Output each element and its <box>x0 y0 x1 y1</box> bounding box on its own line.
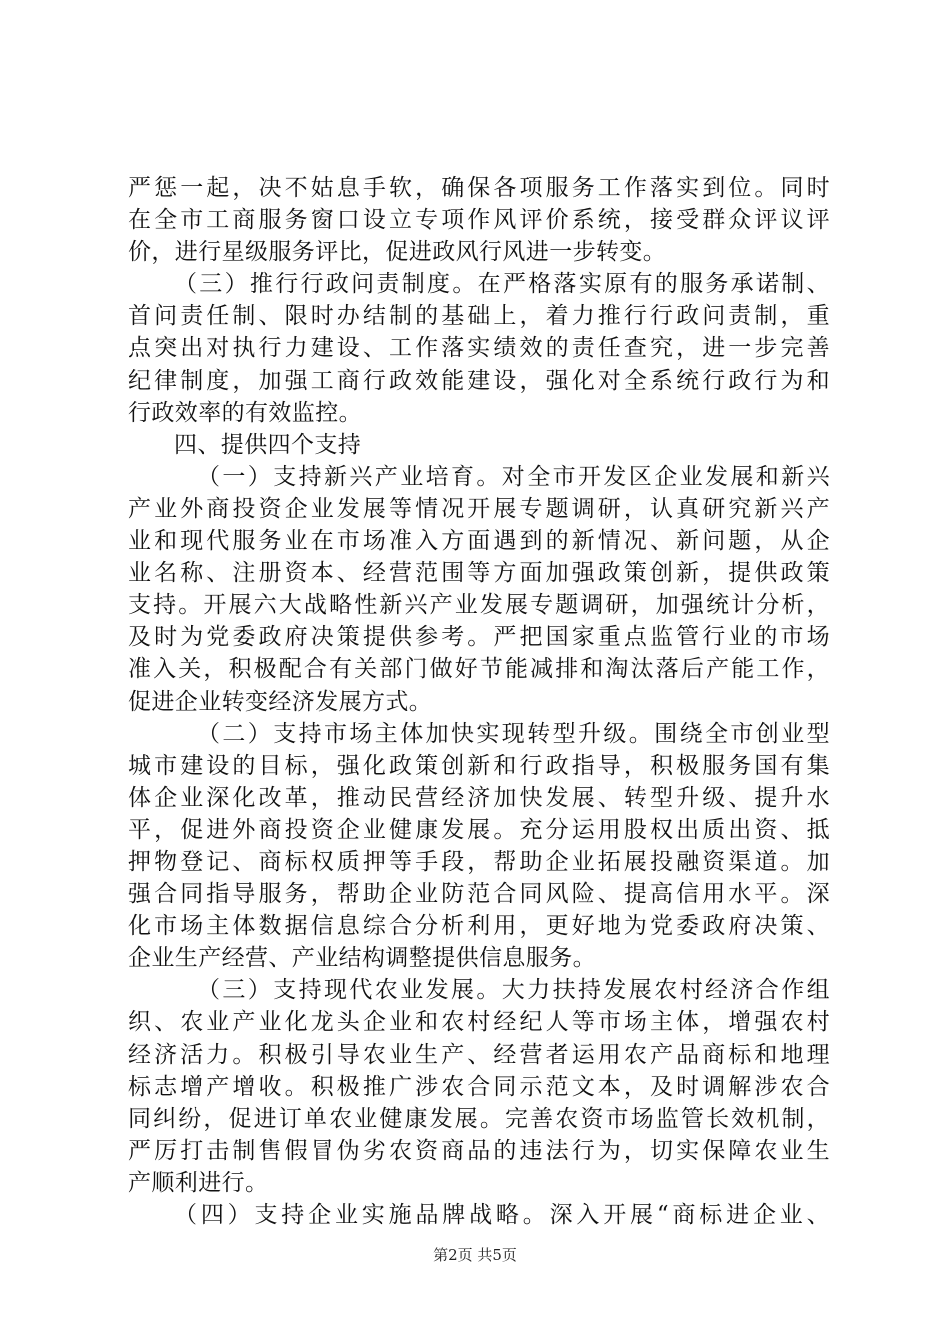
text-line: 产业外商投资企业发展等情况开展专题调研，认真研究新兴产 <box>128 495 830 522</box>
text-line: 同纠纷，促进订单农业健康发展。完善农资市场监管长效机制， <box>128 1105 830 1132</box>
text-line: 平，促进外商投资企业健康发展。充分运用股权出质出资、抵 <box>128 816 830 843</box>
text-line: 严惩一起，决不姑息手软，确保各项服务工作落实到位。同时 <box>128 175 830 201</box>
text-line: 化市场主体数据信息综合分析利用，更好地为党委政府决策、 <box>128 913 830 940</box>
text-line: 强合同指导服务，帮助企业防范合同风险、提高信用水平。深 <box>128 881 830 908</box>
text-line: （一）支持新兴产业培育。对全市开发区企业发展和新兴 <box>197 463 830 490</box>
page-number-footer: 第2页 共5页 <box>433 1246 517 1264</box>
text-line: 价，进行星级服务评比，促进政风行风进一步转变。 <box>128 239 667 266</box>
text-line: 城市建设的目标，强化政策创新和行政指导，积极服务国有集 <box>128 752 830 779</box>
text-line: （三）支持现代农业发展。大力扶持发展农村经济合作组 <box>197 977 830 1004</box>
text-line: 准入关，积极配合有关部门做好节能减排和淘汰落后产能工作， <box>128 656 830 683</box>
text-line: 纪律制度，加强工商行政效能建设，强化对全系统行政行为和 <box>128 367 830 394</box>
text-line: 押物登记、商标权质押等手段，帮助企业拓展投融资渠道。加 <box>128 848 830 875</box>
text-line: 支持。开展六大战略性新兴产业发展专题调研，加强统计分析， <box>128 592 830 619</box>
text-line: 点突出对执行力建设、工作落实绩效的责任查究，进一步完善 <box>128 335 830 362</box>
section-heading: 四、提供四个支持 <box>174 431 362 458</box>
text-line: 严厉打击制售假冒伪劣农资商品的违法行为，切实保障农业生 <box>128 1137 830 1164</box>
text-line: （二）支持市场主体加快实现转型升级。围绕全市创业型 <box>197 720 830 747</box>
text-line: 首问责任制、限时办结制的基础上，着力推行行政问责制，重 <box>128 303 830 330</box>
text-line: 促进企业转变经济发展方式。 <box>128 688 433 715</box>
text-line: 企业生产经营、产业结构调整提供信息服务。 <box>128 945 596 972</box>
text-line: 业和现代服务业在市场准入方面遇到的新情况、新问题，从企 <box>128 528 830 555</box>
text-line: 体企业深化改革，推动民营经济加快发展、转型升级、提升水 <box>128 784 830 811</box>
text-line: 业名称、注册资本、经营范围等方面加强政策创新，提供政策 <box>128 560 830 587</box>
body-text <box>128 172 830 1231</box>
text-line: 在全市工商服务窗口设立专项作风评价系统，接受群众评议评 <box>128 207 830 234</box>
text-line: 产顺利进行。 <box>128 1169 269 1196</box>
text-line: （四）支持企业实施品牌战略。深入开展“商标进企业、 <box>174 1202 830 1228</box>
text-line: 及时为党委政府决策提供参考。严把国家重点监管行业的市场 <box>128 624 830 651</box>
text-line: 行政效率的有效监控。 <box>128 399 362 426</box>
text-line: （三）推行行政问责制度。在严格落实原有的服务承诺制、 <box>174 271 830 298</box>
text-line: 标志增产增收。积极推广涉农合同示范文本，及时调解涉农合 <box>128 1073 830 1100</box>
text-line: 织、农业产业化龙头企业和农村经纪人等市场主体，增强农村 <box>128 1009 830 1036</box>
text-line: 经济活力。积极引导农业生产、经营者运用农产品商标和地理 <box>128 1041 830 1068</box>
